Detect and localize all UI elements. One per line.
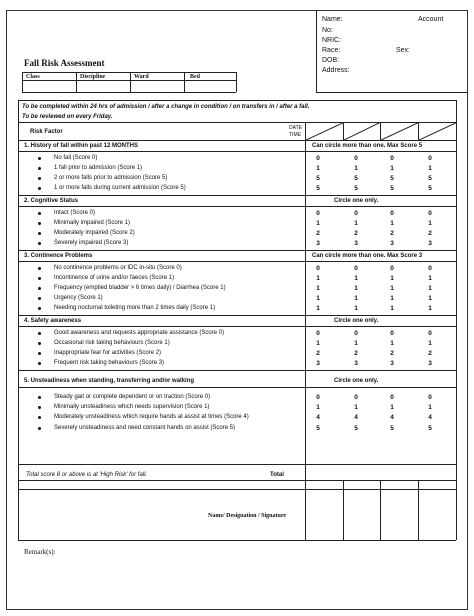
section-2-item-2: Minimally impaired (Score 1) xyxy=(54,220,131,226)
section-3-title: 3. Continence Problems xyxy=(24,253,93,259)
score-cell[interactable]: 1 xyxy=(428,165,432,172)
table-top-line xyxy=(18,100,456,101)
score-cell[interactable]: 1 xyxy=(390,305,394,312)
score-column-divider xyxy=(305,122,306,464)
header-bottom-line xyxy=(22,92,236,93)
date-col-border xyxy=(343,122,344,140)
section-4-instruction: Circle one only. xyxy=(334,318,379,324)
score-cell[interactable]: 0 xyxy=(316,265,320,272)
score-cell[interactable]: 1 xyxy=(428,404,432,411)
score-cell[interactable]: 1 xyxy=(428,285,432,292)
score-cell[interactable]: 1 xyxy=(316,285,320,292)
score-cell[interactable]: 0 xyxy=(390,330,394,337)
patient-nric-label: NRIC: xyxy=(322,37,342,44)
section-1-item-4: 1 or more falls during current admission (Score 5) xyxy=(54,185,186,191)
section-1-item-3: 2 or more falls prior to admission (Score 5) xyxy=(54,175,168,181)
score-cell[interactable]: 1 xyxy=(316,404,320,411)
section-3-item-3: Frequency (emptied bladder > 6 times daily) / Diarrhea (Score 1) xyxy=(54,285,226,291)
score-cell[interactable]: 0 xyxy=(354,155,358,162)
footer-col-border xyxy=(380,480,381,540)
header-top-line xyxy=(22,72,236,73)
signature-label: Name/ Designation / Signature xyxy=(208,513,287,519)
score-cell[interactable]: 2 xyxy=(428,350,432,357)
section-2-title: 2. Cognitive Status xyxy=(24,198,79,204)
section-divider xyxy=(18,151,456,152)
score-cell[interactable]: 1 xyxy=(390,275,394,282)
score-cell[interactable]: 5 xyxy=(354,425,358,432)
score-cell[interactable]: 5 xyxy=(354,185,358,192)
section-4-item-1: Good awareness and requests appropriate assistance (Score 0) xyxy=(54,330,225,336)
section-4-item-2: Occasional risk taking behaviours (Score 1) xyxy=(54,340,170,346)
footer-top-line xyxy=(18,480,456,481)
bullet-icon xyxy=(38,396,41,399)
instruction-line-2: To be reviewed on every Friday. xyxy=(22,114,113,120)
section-5-instruction: Circle one only. xyxy=(334,378,379,384)
score-cell[interactable]: 5 xyxy=(428,425,432,432)
score-cell[interactable]: 1 xyxy=(354,340,358,347)
score-cell[interactable]: 3 xyxy=(354,360,358,367)
section-2-item-1: Intact (Score 0) xyxy=(54,210,96,216)
bullet-icon xyxy=(38,352,41,355)
patient-box-bottom xyxy=(316,92,468,93)
bullet-icon xyxy=(38,287,41,290)
score-cell[interactable]: 0 xyxy=(354,210,358,217)
score-cell[interactable]: 1 xyxy=(354,275,358,282)
score-cell[interactable]: 2 xyxy=(354,230,358,237)
score-cell[interactable]: 0 xyxy=(316,330,320,337)
form-title: Fall Risk Assessment xyxy=(24,58,105,68)
score-cell[interactable]: 0 xyxy=(354,265,358,272)
score-cell[interactable]: 2 xyxy=(390,230,394,237)
score-cell[interactable]: 1 xyxy=(316,165,320,172)
footer-signature-line xyxy=(18,540,456,541)
table-bottom-line xyxy=(18,464,456,465)
section-2-instruction: Circle one only. xyxy=(334,198,379,204)
patient-dob-label: DOB: xyxy=(322,57,340,64)
footer-divider xyxy=(305,464,306,540)
score-cell[interactable]: 5 xyxy=(428,175,432,182)
footer-col-border xyxy=(343,480,344,540)
score-cell[interactable]: 1 xyxy=(354,404,358,411)
score-cell[interactable]: 2 xyxy=(354,350,358,357)
header-col-border xyxy=(184,72,185,92)
score-cell[interactable]: 1 xyxy=(316,275,320,282)
footer-col-border xyxy=(418,480,419,540)
section-divider xyxy=(18,315,456,316)
time-label: TIME xyxy=(289,132,301,138)
score-cell[interactable]: 1 xyxy=(354,295,358,302)
section-1-instruction: Can circle more than one. Max Score 5 xyxy=(312,143,423,149)
score-cell[interactable]: 1 xyxy=(354,305,358,312)
section-3-item-2: Incontinence of urine and/or faeces (Score 1) xyxy=(54,275,175,281)
score-cell[interactable]: 1 xyxy=(354,220,358,227)
score-cell[interactable]: 5 xyxy=(390,425,394,432)
bullet-icon xyxy=(38,332,41,335)
score-cell[interactable]: 3 xyxy=(316,360,320,367)
score-cell[interactable]: 1 xyxy=(390,295,394,302)
section-5-item-3: Moderately unsteadiness which require hands at assist at times (Score 4) xyxy=(54,414,249,420)
header-col-border xyxy=(22,72,23,92)
section-divider xyxy=(18,195,456,196)
section-4-item-4: Frequent risk taking behaviours (Score 3) xyxy=(54,360,165,366)
bullet-icon xyxy=(38,157,41,160)
header-col-border xyxy=(130,72,131,92)
score-cell[interactable]: 3 xyxy=(390,360,394,367)
score-cell[interactable]: 1 xyxy=(316,340,320,347)
bullet-icon xyxy=(38,277,41,280)
score-cell[interactable]: 0 xyxy=(354,394,358,401)
score-cell[interactable]: 2 xyxy=(316,230,320,237)
section-divider xyxy=(18,206,456,207)
score-cell[interactable]: 0 xyxy=(428,330,432,337)
score-cell[interactable]: 0 xyxy=(428,394,432,401)
table-head-bottom-line xyxy=(18,140,456,141)
score-cell[interactable]: 1 xyxy=(316,295,320,302)
score-cell[interactable]: 5 xyxy=(316,175,320,182)
score-cell[interactable]: 1 xyxy=(428,340,432,347)
header-mid-line xyxy=(22,80,236,81)
section-4-item-3: Inappropriate fear for activities (Score 2) xyxy=(54,350,162,356)
remarks-label: Remark(s): xyxy=(24,548,56,556)
date-col-border xyxy=(418,122,419,140)
header-col-class: Class xyxy=(26,74,40,80)
section-3-item-5: Needing nocturnal toileting more than 2 times daily (Score 1) xyxy=(54,305,216,311)
score-cell[interactable]: 0 xyxy=(390,155,394,162)
section-2-item-3: Moderately impaired (Score 2) xyxy=(54,230,135,236)
patient-sex-label: Sex: xyxy=(396,47,411,54)
bullet-icon xyxy=(38,177,41,180)
section-5-title: 5. Unsteadiness when standing, transferring and/or walking xyxy=(24,378,195,384)
header-col-border xyxy=(236,72,237,92)
date-label: DATE xyxy=(289,125,302,131)
risk-factor-heading: Risk Factor xyxy=(30,129,63,135)
score-cell[interactable]: 1 xyxy=(428,295,432,302)
score-cell[interactable]: 5 xyxy=(390,185,394,192)
table-right-border xyxy=(456,100,457,464)
patient-no-label: No: xyxy=(322,27,333,34)
score-cell[interactable]: 1 xyxy=(390,285,394,292)
bullet-icon xyxy=(38,297,41,300)
score-cell[interactable]: 0 xyxy=(316,210,320,217)
score-cell[interactable]: 4 xyxy=(390,414,394,421)
score-cell[interactable]: 1 xyxy=(428,275,432,282)
section-3-item-1: No continence problems or IDC in-situ (Score 0) xyxy=(54,265,182,271)
score-cell[interactable]: 3 xyxy=(428,240,432,247)
score-cell[interactable]: 0 xyxy=(390,210,394,217)
bullet-icon xyxy=(38,212,41,215)
bullet-icon xyxy=(38,307,41,310)
bullet-icon xyxy=(38,342,41,345)
patient-address-label: Address: xyxy=(322,67,350,74)
score-cell[interactable]: 5 xyxy=(428,185,432,192)
section-4-title: 4. Safety awareness xyxy=(24,318,82,324)
total-score-note: Total score 8 or above is at 'High Risk' for fall. xyxy=(26,472,148,478)
score-cell[interactable]: 0 xyxy=(390,394,394,401)
footer-left-border xyxy=(18,464,19,540)
score-cell[interactable]: 0 xyxy=(316,155,320,162)
section-5-item-2: Minimally unsteadiness which needs supervision (Score 1) xyxy=(54,404,210,410)
score-cell[interactable]: 0 xyxy=(390,265,394,272)
section-1-item-2: 1 fall prior to admission (Score 1) xyxy=(54,165,143,171)
score-cell[interactable]: 3 xyxy=(354,240,358,247)
patient-box-border xyxy=(316,10,317,92)
score-cell[interactable]: 4 xyxy=(354,414,358,421)
section-2-item-4: Severely impaired (Score 3) xyxy=(54,240,129,246)
score-cell[interactable]: 1 xyxy=(316,305,320,312)
instruction-bottom-line xyxy=(18,122,456,123)
score-cell[interactable]: 5 xyxy=(354,175,358,182)
score-cell[interactable]: 1 xyxy=(390,220,394,227)
section-5-item-4: Severely unsteadiness and need constant hands on assist (Score 5) xyxy=(54,425,236,431)
score-cell[interactable]: 1 xyxy=(354,165,358,172)
section-3-instruction: Can circle more than one. Max Score 3 xyxy=(312,253,423,259)
bullet-icon xyxy=(38,362,41,365)
score-cell[interactable]: 1 xyxy=(316,220,320,227)
table-left-border xyxy=(18,100,19,464)
header-col-bed: Bed xyxy=(190,74,201,80)
bullet-icon xyxy=(38,427,41,430)
footer-right-border xyxy=(456,464,457,540)
score-cell[interactable]: 2 xyxy=(316,350,320,357)
total-label: Total xyxy=(270,472,284,478)
footer-total-line xyxy=(18,489,456,490)
date-col-border xyxy=(380,122,381,140)
score-cell[interactable]: 1 xyxy=(390,404,394,411)
score-cell[interactable]: 3 xyxy=(316,240,320,247)
section-divider xyxy=(18,370,456,371)
score-cell[interactable]: 0 xyxy=(354,330,358,337)
score-cell[interactable]: 5 xyxy=(316,185,320,192)
header-col-discipline: Discipline xyxy=(80,74,106,80)
score-cell[interactable]: 5 xyxy=(316,425,320,432)
section-5-item-1: Steady gait or complete dependent or on traction (Score 0) xyxy=(54,394,211,400)
bullet-icon xyxy=(38,242,41,245)
score-cell[interactable]: 4 xyxy=(316,414,320,421)
section-divider xyxy=(18,326,456,327)
score-cell[interactable]: 0 xyxy=(428,210,432,217)
score-cell[interactable]: 5 xyxy=(390,175,394,182)
section-1-item-1: No fall (Score 0) xyxy=(54,155,98,161)
header-col-ward: Ward xyxy=(134,74,149,80)
bullet-icon xyxy=(38,416,41,419)
bullet-icon xyxy=(38,167,41,170)
score-cell[interactable]: 1 xyxy=(354,285,358,292)
bullet-icon xyxy=(38,187,41,190)
section-3-item-4: Urgency (Score 1) xyxy=(54,295,103,301)
score-cell[interactable]: 1 xyxy=(428,220,432,227)
patient-account-label: Account xyxy=(418,16,444,23)
score-cell[interactable]: 0 xyxy=(428,265,432,272)
score-cell[interactable]: 1 xyxy=(428,305,432,312)
instruction-line-1: To be completed within 24 hrs of admission / after a change in condition / on transfers in / after a fall. xyxy=(22,104,310,110)
patient-race-label: Race: xyxy=(322,47,341,54)
section-divider xyxy=(18,250,456,251)
bullet-icon xyxy=(38,406,41,409)
header-col-border xyxy=(76,72,77,92)
section-divider xyxy=(18,261,456,262)
section-1-title: 1. History of fall within past 12 MONTHS xyxy=(24,143,139,149)
bullet-icon xyxy=(38,222,41,225)
score-cell[interactable]: 2 xyxy=(390,350,394,357)
score-cell[interactable]: 1 xyxy=(390,165,394,172)
patient-name-label: Name: xyxy=(322,16,343,23)
score-cell[interactable]: 4 xyxy=(428,414,432,421)
score-cell[interactable]: 2 xyxy=(428,230,432,237)
bullet-icon xyxy=(38,267,41,270)
score-cell[interactable]: 3 xyxy=(390,240,394,247)
bullet-icon xyxy=(38,232,41,235)
score-cell[interactable]: 0 xyxy=(428,155,432,162)
score-cell[interactable]: 3 xyxy=(428,360,432,367)
score-cell[interactable]: 1 xyxy=(390,340,394,347)
section-divider xyxy=(18,387,456,388)
score-cell[interactable]: 0 xyxy=(316,394,320,401)
